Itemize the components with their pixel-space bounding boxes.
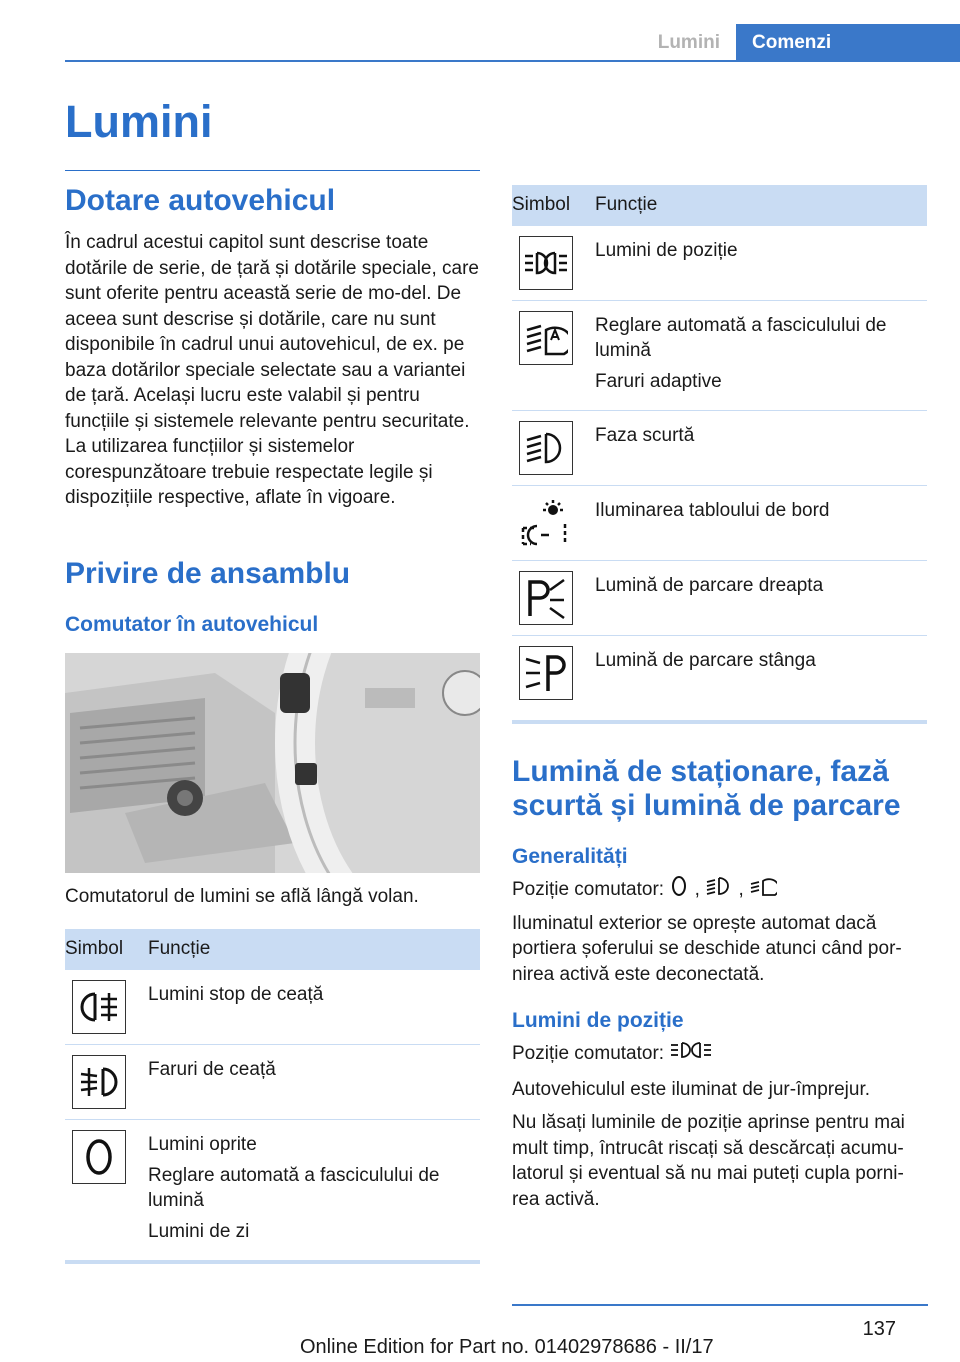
row-text: Lumină de parcare stânga: [595, 650, 816, 671]
subsection-comutator-title: Comutator în autovehicul: [65, 612, 319, 636]
section-privire-title: Privire de ansamblu: [65, 556, 351, 590]
table-row: [65, 970, 480, 1045]
header-divider: [65, 60, 928, 62]
instrument-lighting-icon: [519, 496, 573, 550]
table-header-function: Funcție: [595, 185, 927, 226]
row-text: Lumini stop de ceață: [148, 984, 324, 1005]
left-column: [65, 184, 480, 637]
fog-rear-light-icon: [72, 980, 126, 1034]
table-row: [65, 1120, 480, 1261]
switch-label: Poziție comutator:: [512, 1042, 665, 1064]
parking-right-icon: [519, 571, 573, 625]
row-text: Lumini oprite: [148, 1134, 257, 1155]
edition-footer: Online Edition for Part no. 01402978686 - II/17: [300, 1336, 714, 1358]
row-text: Lumină de parcare dreapta: [595, 575, 824, 596]
photo-caption: Comutatorul de lumini se află lângă volan.: [65, 886, 419, 907]
row-text: Faruri de ceață: [148, 1059, 276, 1080]
table-header-symbol: Simbol: [512, 185, 595, 226]
row-text: Faruri adaptive: [595, 371, 722, 392]
position-lights-icon: [519, 236, 573, 290]
page-number: 137: [862, 1318, 896, 1340]
switch-position-lights-icon: [669, 1039, 713, 1069]
parking-left-icon: [519, 646, 573, 700]
pozitie-text-2: Nu lăsați luminile de poziție aprinse pentru mai mult timp, întrucât riscați să descărcați acumu-latorul și eventual să nu mai puteți cupla porni-rea activă.: [512, 1112, 905, 1210]
right-symbol-table: [512, 185, 927, 724]
header-tab-lumini[interactable]: Lumini: [657, 32, 720, 53]
left-symbol-table: [65, 929, 480, 1264]
section-stationare-title: Lumină de staționare, fază scurtă și lumină de parcare: [512, 755, 901, 822]
generalitati-switch-line: [512, 875, 927, 905]
left-lower: [65, 884, 480, 910]
row-text: Lumini de poziție: [595, 240, 738, 261]
section-dotare-title: Dotare autovehicul: [65, 184, 336, 217]
table-header-symbol: Simbol: [65, 929, 148, 970]
generalitati-text: Iluminatul exterior se oprește automat dacă portiera șoferului se deschide atunci când por-nirea activă este deconectată.: [512, 912, 902, 985]
table-row: [65, 1045, 480, 1120]
page-title: Lumini: [65, 96, 213, 147]
pozitie-title: Lumini de poziție: [512, 1009, 684, 1032]
pozitie-switch-line: [512, 1039, 927, 1069]
row-text: Faza scurtă: [595, 425, 695, 446]
footer-divider: [512, 1304, 928, 1306]
row-text: Reglare automată a fasciculului de lumină: [148, 1165, 440, 1211]
row-text: Iluminarea tabloului de bord: [595, 500, 830, 521]
fog-front-light-icon: [72, 1055, 126, 1109]
title-divider: [65, 170, 480, 171]
separator: ,: [694, 878, 700, 900]
switch-photo: [65, 653, 480, 873]
section-dotare-text: În cadrul acestui capitol sunt descrise toate dotările de serie, de țară și dotările speciale, care sunt oferite pentru această serie de mo-del. De aceea sunt descrise și dotările, care nu sunt disponibile în cadrul unui autovehicul, de ex. pe baza dotărilor speciale selectate sau a variantei de țară. Același lucru este valabil și pentru funcțiile și sistemele relevante pentru securitate. La utilizarea funcțiilor și sistemelor corespunzătoare trebuie respectate legile și dispozițiile respective, aflate în vigoare.: [65, 232, 480, 508]
low-beam-icon: [519, 421, 573, 475]
zero-off-icon: [72, 1130, 126, 1184]
pozitie-text-1: Autovehiculul este iluminat de jur-împrejur.: [512, 1078, 871, 1100]
right-lower: [512, 755, 927, 1212]
auto-headlight-icon: [519, 311, 573, 365]
generalitati-title: Generalități: [512, 845, 628, 868]
row-text: Reglare automată a fasciculului de lumină: [595, 315, 887, 361]
table-header-function: Funcție: [148, 929, 480, 970]
switch-position-icon: [705, 875, 733, 905]
table-row: [512, 636, 927, 711]
switch-zero-icon: [669, 875, 689, 905]
table-row: [512, 486, 927, 561]
table-end-rule: [65, 1260, 480, 1264]
table-row: [512, 411, 927, 486]
switch-auto-icon: [749, 875, 777, 905]
separator: ,: [738, 878, 744, 900]
table-end-rule: [512, 720, 927, 724]
row-text: Lumini de zi: [148, 1221, 250, 1242]
header-tab-comenzi[interactable]: Comenzi: [736, 24, 960, 62]
table-row: [512, 301, 927, 411]
table-row: [512, 561, 927, 636]
switch-label: Poziție comutator:: [512, 878, 665, 900]
table-row: [512, 226, 927, 301]
page-header: [65, 0, 960, 62]
